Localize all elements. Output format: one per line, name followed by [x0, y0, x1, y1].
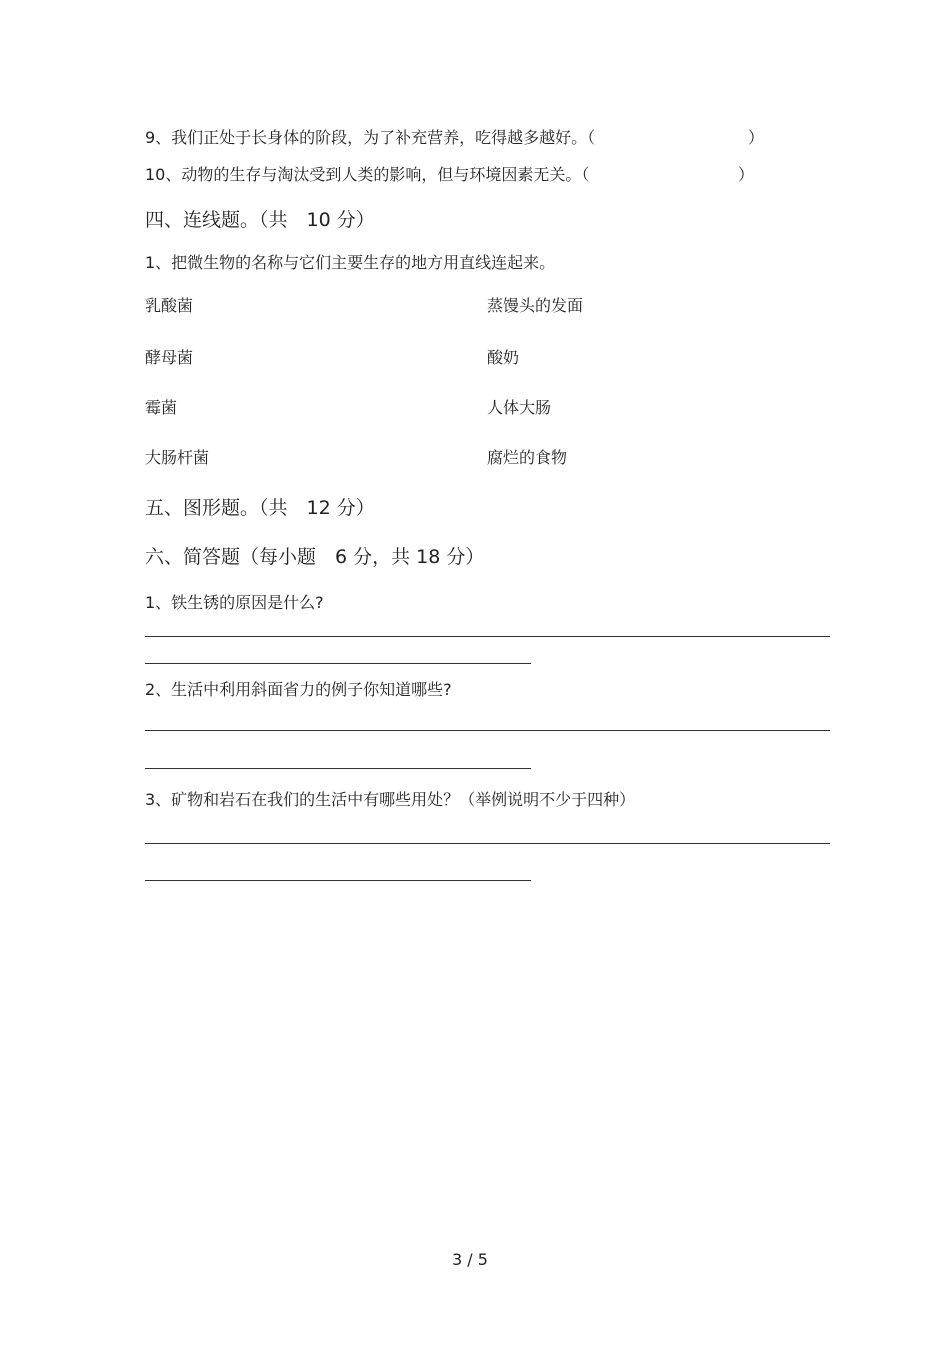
section-6-question-3: 3、矿物和岩石在我们的生活中有哪些用处？（举例说明不少于四种）: [145, 790, 636, 809]
page-number: 3 / 5: [452, 1250, 488, 1269]
question-10-text: 10、动物的生存与淘汰受到人类的影响，但与环境因素无关。（: [145, 165, 590, 184]
section-6-title: 六、简答题（每小题 6 分，共 18 分）: [145, 546, 485, 568]
matching-right-item: 腐烂的食物: [487, 448, 568, 467]
matching-left-item: 大肠杆菌: [145, 448, 210, 467]
matching-left-item: 霉菌: [145, 398, 178, 417]
matching-right-item: 酸奶: [487, 348, 520, 367]
section-6-question-1: 1、铁生锈的原因是什么?: [145, 593, 324, 612]
matching-left-item: 乳酸菌: [145, 296, 194, 315]
question-10-paren-close: ）: [738, 165, 755, 184]
section-6-question-2: 2、生活中利用斜面省力的例子你知道哪些?: [145, 680, 452, 699]
section-4-question-1: 1、把微生物的名称与它们主要生存的地方用直线连起来。: [145, 253, 556, 272]
answer-line: [145, 768, 531, 769]
matching-right-item: 人体大肠: [487, 398, 552, 417]
answer-line: [145, 880, 531, 881]
question-9-text: 9、我们正处于长身体的阶段，为了补充营养，吃得越多越好。（: [145, 128, 596, 147]
section-5-title: 五、图形题。（共 12 分）: [145, 497, 375, 519]
answer-line: [145, 636, 830, 637]
matching-right-item: 蒸馒头的发面: [487, 296, 584, 315]
question-10: [145, 162, 589, 185]
answer-line: [145, 730, 830, 731]
answer-line: [145, 843, 830, 844]
matching-left-item: 酵母菌: [145, 348, 194, 367]
question-9-paren-close: ）: [748, 128, 765, 147]
question-9: [145, 125, 595, 148]
answer-line: [145, 663, 531, 664]
section-4-title: 四、连线题。（共 10 分）: [145, 209, 375, 231]
